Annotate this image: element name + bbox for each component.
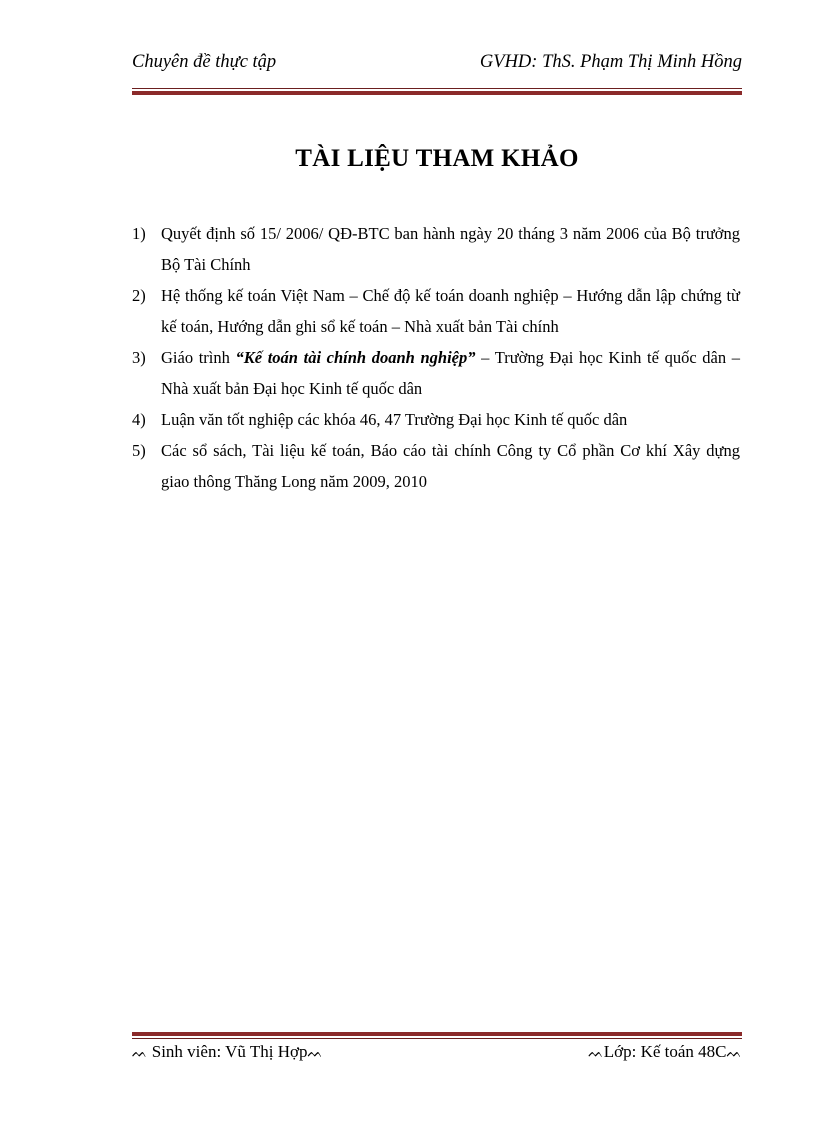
ornament-icon: ᨓ	[588, 1046, 604, 1061]
ornament-icon: ᨓ	[132, 1046, 148, 1061]
reference-number: 1)	[132, 224, 146, 243]
reference-book-title: “Kế toán tài chính doanh nghiệp”	[235, 348, 476, 367]
reference-number: 3)	[132, 348, 146, 367]
reference-text: Luận văn tốt nghiệp các khóa 46, 47 Trường Đại học Kinh tế quốc dân	[161, 410, 628, 429]
footer-class	[588, 1042, 742, 1062]
header-divider	[132, 88, 742, 95]
page-title: TÀI LIỆU THAM KHẢO	[295, 145, 579, 172]
reference-list	[132, 218, 740, 497]
reference-number: 5)	[132, 441, 146, 460]
reference-text-prefix: Giáo trình	[161, 348, 236, 367]
ornament-icon: ᨓ	[307, 1046, 323, 1061]
reference-item	[132, 342, 740, 404]
reference-text: Quyết định số 15/ 2006/ QĐ-BTC ban hành ngày 20 tháng 3 năm 2006 của Bộ trưởng Bộ Tài Chính	[161, 224, 740, 274]
footer-divider	[132, 1032, 742, 1039]
reference-number: 2)	[132, 286, 146, 305]
footer-student-name: Sinh viên: Vũ Thị Hợp	[151, 1042, 308, 1061]
reference-item	[132, 404, 740, 435]
page-header	[132, 52, 742, 80]
header-document-type: Chuyên đề thực tập	[132, 52, 277, 72]
reference-text: Các sổ sách, Tài liệu kế toán, Báo cáo tài chính Công ty Cổ phần Cơ khí Xây dựng giao thông Thăng Long năm 2009, 2010	[161, 441, 740, 491]
reference-item	[132, 218, 740, 280]
reference-item	[132, 435, 740, 497]
reference-text: – Trường Đại học Kinh tế quốc dân – Nhà xuất bản Đại học Kinh tế quốc dân	[161, 348, 740, 398]
ornament-icon: ᨓ	[726, 1046, 742, 1061]
header-supervisor: GVHD: ThS. Phạm Thị Minh Hồng	[479, 52, 742, 72]
footer-student	[132, 1042, 323, 1062]
reference-number: 4)	[132, 410, 146, 429]
reference-text: Hệ thống kế toán Việt Nam – Chế độ kế toán doanh nghiệp – Hướng dẫn lập chứng từ kế toán, Hướng dẫn ghi sổ kế toán – Nhà xuất bản Tài chính	[161, 286, 740, 336]
reference-item	[132, 280, 740, 342]
page-footer	[132, 1042, 742, 1066]
footer-class-label: Lớp: Kế toán 48C	[603, 1042, 727, 1061]
